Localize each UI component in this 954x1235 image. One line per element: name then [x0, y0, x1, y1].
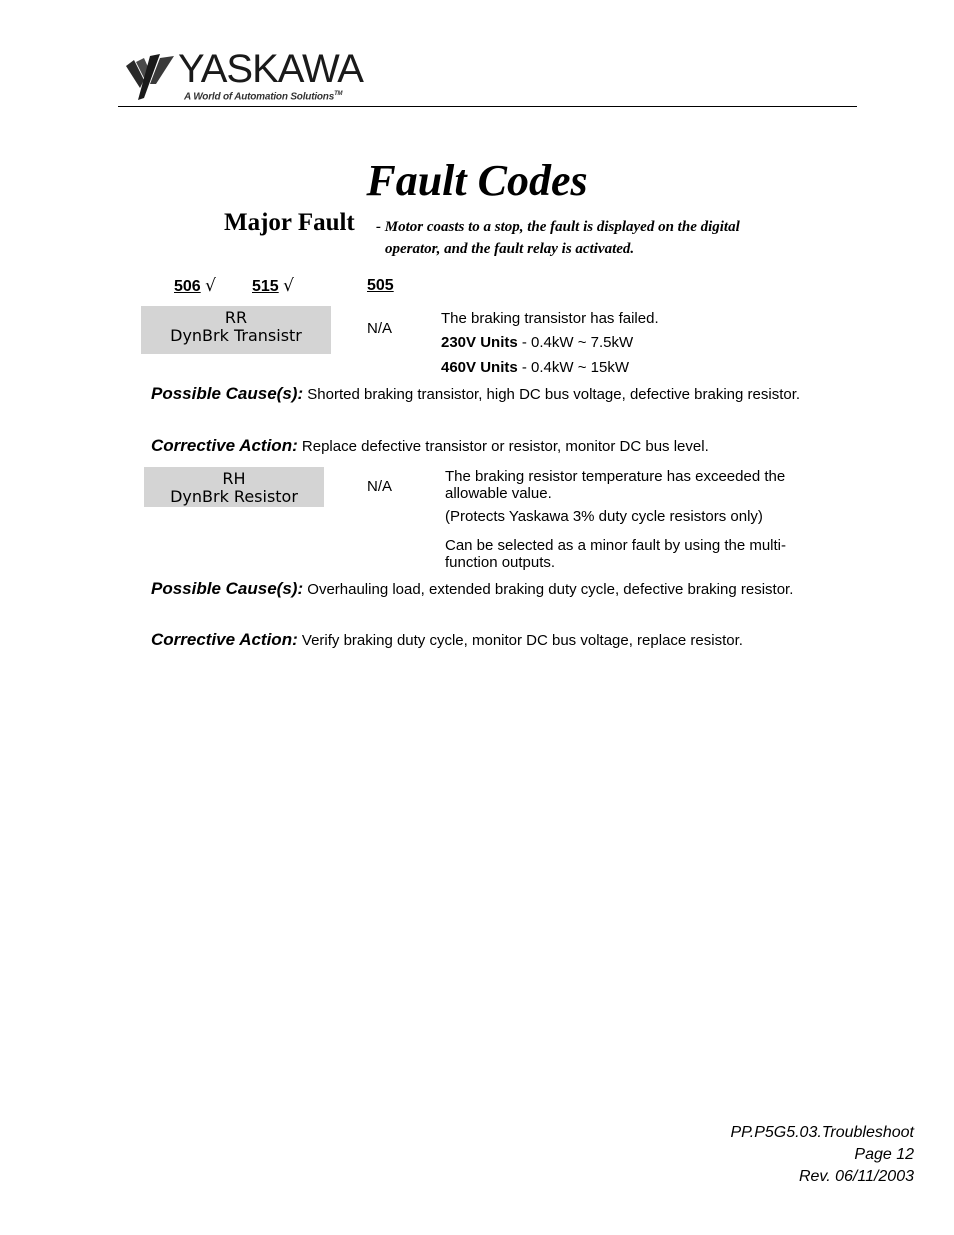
yaskawa-logo-mark-icon — [126, 54, 176, 100]
fault-description: The braking transistor has failed. — [441, 310, 659, 327]
revision-date: Rev. 06/11/2003 — [798, 1168, 914, 1185]
column-header-515: 515 √ — [252, 276, 294, 296]
brand-tagline: A World of Automation Solutions™ — [184, 91, 343, 103]
brand-name: YASKAWA — [178, 47, 363, 91]
major-fault-description-line2: operator, and the fault relay is activated. — [385, 241, 635, 257]
fault-505-value: N/A — [367, 478, 393, 495]
corrective-action: Corrective Action: Replace defective transistor or resistor, monitor DC bus level. — [151, 436, 709, 455]
fault-display-code: RR — [224, 308, 248, 327]
fault-protection-note: (Protects Yaskawa 3% duty cycle resistors only) — [445, 508, 763, 525]
fault-description: The braking resistor temperature has exceeded the allowable value. — [445, 468, 786, 502]
major-fault-label: Major Fault — [224, 209, 355, 236]
fault-display-rh — [144, 467, 324, 507]
page-footer — [730, 1122, 914, 1188]
fault-display-code: RH — [222, 469, 246, 488]
page-header — [118, 48, 857, 107]
fault-display-text: DynBrk Transistr — [170, 326, 302, 345]
page-number: Page 12 — [854, 1146, 914, 1163]
fault-display-text: DynBrk Resistor — [170, 487, 298, 506]
document-id: PP.P5G5.03.Troubleshoot — [730, 1124, 914, 1141]
page-title: Fault Codes — [366, 156, 588, 205]
fault-rating-230v: 230V Units - 0.4kW ~ 7.5kW — [441, 334, 634, 351]
fault-rating-460v: 460V Units - 0.4kW ~ 15kW — [441, 359, 629, 376]
possible-cause: Possible Cause(s): Overhauling load, extended braking duty cycle, defective braking resistor. — [151, 579, 794, 598]
checkmark-icon: √ — [205, 276, 216, 296]
fault-display-rr — [141, 306, 331, 354]
fault-505-value: N/A — [367, 320, 393, 337]
corrective-action: Corrective Action: Verify braking duty cycle, monitor DC bus voltage, replace resistor. — [151, 630, 743, 649]
column-header-506: 506 √ — [174, 276, 216, 296]
column-header-505: 505 — [367, 277, 394, 294]
checkmark-icon: √ — [283, 276, 294, 296]
major-fault-description-line1: - Motor coasts to a stop, the fault is displayed on the digital — [376, 219, 740, 235]
possible-cause: Possible Cause(s): Shorted braking transistor, high DC bus voltage, defective braking resistor. — [151, 384, 801, 403]
fault-minor-note: Can be selected as a minor fault by using the multi-function outputs. — [445, 537, 787, 571]
